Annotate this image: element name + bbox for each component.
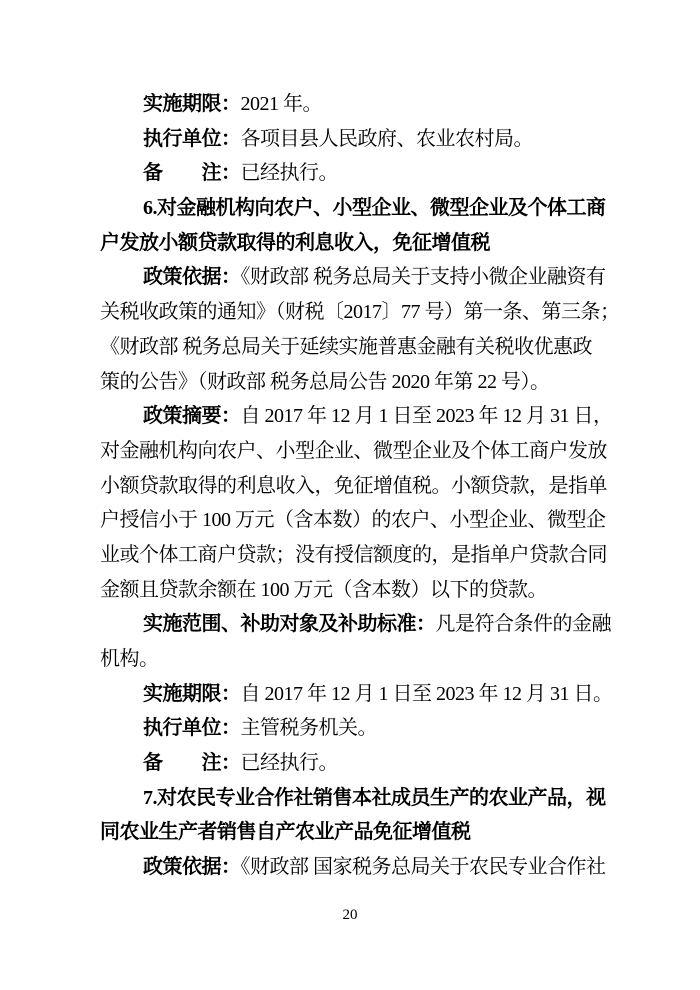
- text-run: 机构。: [100, 648, 159, 670]
- bold-text-run: 7.对农民专业合作社销售本社成员生产的农业产品，视: [143, 786, 606, 809]
- text-line: [100, 815, 602, 850]
- bold-text-run: 执行单位：: [143, 127, 241, 150]
- bold-text-run: 政策依据：: [143, 856, 241, 879]
- bold-text-run: 同农业生产者销售自产农业产品免征增值税: [100, 821, 471, 844]
- text-run: 自 2017 年 12 月 1 日至 2023 年 12 月 31 日。: [240, 682, 613, 705]
- text-line: [100, 781, 606, 816]
- text-run: 《财政部 税务总局关于延续实施普惠金融有关税收优惠政: [100, 335, 592, 358]
- text-run: 策的公告》（财政部 税务总局公告 2020 年第 22 号）。: [100, 370, 550, 393]
- text-run: 凡是符合条件的金融: [435, 613, 611, 636]
- text-line: [100, 746, 602, 781]
- bold-text-run: 政策摘要：: [143, 405, 241, 428]
- text-run: 小额贷款取得的利息收入，免征增值税。小额贷款，是指单: [100, 474, 607, 497]
- document-text: [100, 87, 620, 885]
- text-line: [100, 226, 602, 261]
- text-line: [100, 330, 602, 365]
- text-line: [100, 295, 620, 330]
- text-run: 《财政部 国家税务总局关于农民专业合作社: [240, 856, 606, 879]
- text-run: 户授信小于 100 万元（含本数）的农户、小型企业、微型企: [100, 509, 606, 532]
- bold-text-run: 实施期限：: [143, 93, 241, 115]
- bold-text-run: 备 注：: [143, 162, 241, 185]
- text-run: 自 2017 年 12 月 1 日至 2023 年 12 月 31 日，: [240, 405, 613, 428]
- text-line: [100, 469, 607, 504]
- text-run: 《财政部 税务总局关于支持小微企业融资有: [240, 266, 606, 289]
- text-run: 关税收政策的通知》（财税〔2017〕77 号）第一条、第三条；: [100, 301, 620, 324]
- text-line: [100, 156, 602, 191]
- text-line: [100, 607, 611, 642]
- text-line: [100, 503, 606, 538]
- text-line: [100, 191, 606, 226]
- bold-text-run: 备 注：: [143, 752, 241, 775]
- text-line: [100, 122, 602, 157]
- text-line: [100, 399, 613, 434]
- text-line: [100, 642, 602, 677]
- text-line: [100, 260, 606, 295]
- text-run: 对金融机构向农户、小型企业、微型企业及个体工商户发放: [100, 439, 607, 462]
- bold-text-run: 执行单位：: [143, 717, 241, 740]
- text-run: 已经执行。: [240, 162, 338, 185]
- text-line: [100, 677, 613, 712]
- text-run: 已经执行。: [240, 752, 338, 775]
- text-line: [100, 573, 602, 608]
- bold-text-run: 6.对金融机构向农户、小型企业、微型企业及个体工商: [143, 197, 606, 220]
- bold-text-run: 实施期限：: [143, 682, 241, 705]
- text-line: [100, 87, 602, 122]
- page-number: 20: [342, 907, 358, 923]
- text-run: 2021 年。: [240, 93, 322, 115]
- text-line: [100, 711, 602, 746]
- bold-text-run: 实施范围、补助对象及补助标准：: [143, 613, 436, 636]
- text-line: [100, 538, 607, 573]
- text-line: [100, 434, 607, 469]
- text-line: [100, 850, 606, 885]
- text-run: 各项目县人民政府、农业农村局。: [240, 127, 533, 150]
- text-run: 金额且贷款余额在 100 万元（含本数）以下的贷款。: [100, 578, 547, 601]
- bold-text-run: 政策依据：: [143, 266, 241, 289]
- text-line: [100, 365, 602, 400]
- text-run: 业或个体工商户贷款；没有授信额度的，是指单户贷款合同: [100, 543, 607, 566]
- text-run: 主管税务机关。: [240, 717, 377, 740]
- bold-text-run: 户发放小额贷款取得的利息收入，免征增值税: [100, 231, 490, 254]
